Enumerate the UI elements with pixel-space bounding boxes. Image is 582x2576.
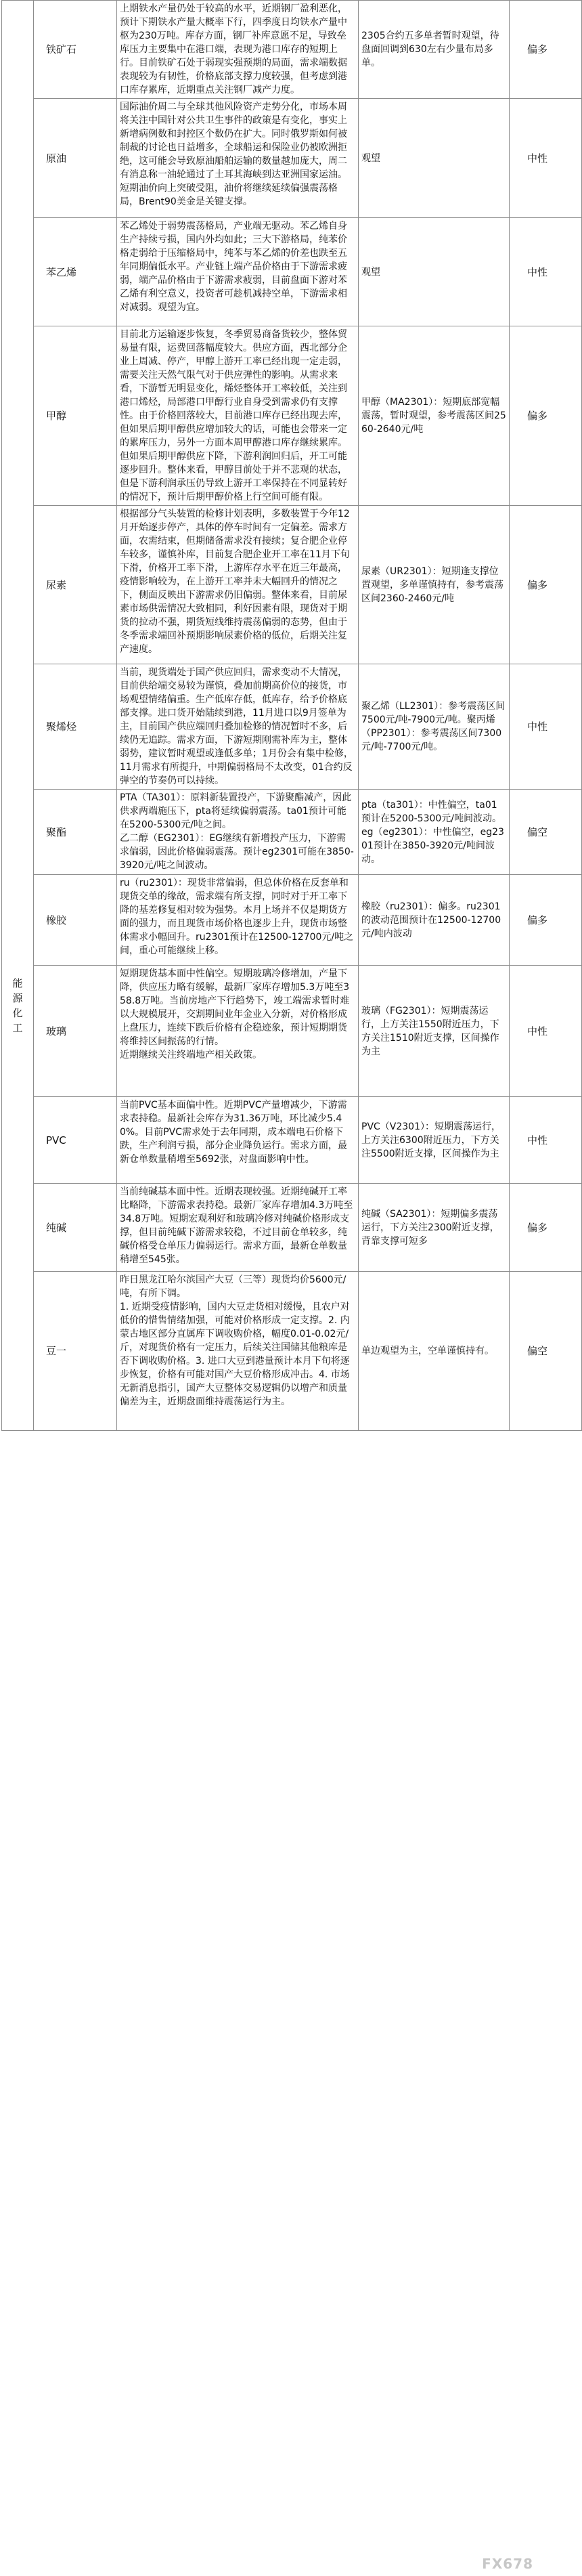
analysis-cell	[117, 218, 359, 326]
strategy-view: pta（ta301）：中性偏空，ta01预计在5200-5300元/吨间波动。eg（eg2301）：中性偏空，eg2301预计在3850-3920元/吨间波动。	[359, 790, 510, 875]
table-row	[2, 1097, 582, 1184]
analysis-cell	[117, 1272, 359, 1431]
strategy-view: 橡胶（ru2301）：偏多。ru2301的波动范围预计在12500-12700元/吨内波动	[359, 875, 510, 966]
analysis-paragraph: 乙二醇（EG2301）：EG继续有新增投产压力，下游需求偏弱，因此价格偏弱震荡。预计eg2301可能在3850-3920元/吨之间波动。	[120, 833, 354, 871]
analysis-paragraph: 苯乙烯处于弱势震荡格局，产业端无驱动。苯乙烯自身生产持续亏损，国内外均如此；三大下游格局，纯苯价格走弱给于压缩格局中，纯苯与苯乙烯的价差也跌至五年同期偏低水平。产业链上端产品价格由于下游需求疲弱，端产品价格由于下游需求疲弱，目前盘面下游对苯乙烯有利空意义，投资者可趁机减持空单，下游需求相对减弱。观望为宜。	[120, 221, 347, 313]
analysis-paragraph: 当前PVC基本面偏中性。近期PVC产量增减少，下游需求表持稳。最新社会库存为31.36万吨，环比减少5.40%。目前PVC需求处于去年同期，成本端电石价格下跌，生产利润亏损，部分企业降负运行。需求方面，最新仓单数量稍增至5692张，对盘面影响中性。	[120, 1100, 347, 1165]
analysis-paragraph: 目前北方运输逐步恢复，冬季贸易商备货较少，整体贸易量有限，运费回落幅度较大。供应方面，西北部分企业上周减、停产，甲醇上游开工率已经出现一定走弱，需要关注天然气限气对于供应弹性的影响。从需求来看，下游暂无明显变化，烯烃整体开工率较低，关注到港口烯烃，局部港口甲醇行业自身受到需求仍有支撑性。由于价格回落较大，目前港口库存已经出现去库，但如果后期甲醇供应增加较大的话，可能也会带来一定的累库压力，另外一方面本周甲醇港口库存继续累库。但如果后期甲醇供应下降，下游利润回归后，开工可能逐步回升。整体来看，甲醇目前处于并不悲观的状态，但是下游利润承压仍导致上游开工率保持在不同显转好的情况下，预计后期甲醇价格上行空间可能有限。	[120, 329, 347, 502]
watermark: FX678	[482, 2556, 533, 2572]
strategy-view: 尿素（UR2301）：短期逢支撑位置观望，多单谨慎持有，参考震荡区间2360-2460元/吨	[359, 506, 510, 664]
analysis-cell	[117, 326, 359, 506]
commodity-name: 橡胶	[34, 875, 117, 966]
analysis-cell	[117, 506, 359, 664]
rating-badge: 偏空	[510, 1272, 582, 1431]
commodity-name: 尿素	[34, 506, 117, 664]
analysis-cell	[117, 1097, 359, 1184]
strategy-view: 甲醇（MA2301）：短期底部宽幅震荡，暂时观望，参考震荡区间2560-2640元/吨	[359, 326, 510, 506]
commodity-name: 甲醇	[34, 326, 117, 506]
strategy-view: 观望	[359, 99, 510, 218]
rating-badge: 中性	[510, 218, 582, 326]
table-row	[2, 790, 582, 875]
analysis-cell	[117, 1, 359, 99]
strategy-view: 纯碱（SA2301）：短期偏多震荡运行，下方关注2300附近支撑，背靠支撑可短多	[359, 1184, 510, 1272]
rating-badge: 中性	[510, 99, 582, 218]
strategy-view: 2305合约五多单者暂时观望，待盘面回调到630左右少量布局多单。	[359, 1, 510, 99]
analysis-paragraph: ru（ru2301）：现货非常偏弱，但总体价格在反套单和现货交单的缘故，需求端有所支撑，同时对于开工率下降的基差修复相对较为强势。本月上场并不仅是期货方面的强力，而且现货市场价格也逐步上升，现货市场整体需求小幅回升。ru2301预计在12500-12700元/吨之间，重心可能继续上移。	[120, 878, 354, 956]
analysis-paragraph: 上期铁水产量仍处于较高的水平，近期钢厂盈利恶化，预计下期铁水产量大概率下行，四季度日均铁水产量中枢为230万吨。库存方面，钢厂补库意愿不足，导致垒库压力主要集中在港口端，表现为港口库存的短期上行。目前铁矿石处于弱现实强预期的局面，需求端数据表现较为有韧性，价格底部支撑力度较强，但考虑到港口库存累库，近期重点关注钢厂减产力度。	[120, 3, 347, 95]
commodity-name: 纯碱	[34, 1184, 117, 1272]
table-row	[2, 218, 582, 326]
table-row	[2, 1184, 582, 1272]
commodity-name: 玻璃	[34, 966, 117, 1097]
sector-cell	[2, 1, 34, 1431]
commodity-outlook-table	[1, 0, 582, 1431]
commodity-name: 聚酯	[34, 790, 117, 875]
table-row	[2, 664, 582, 790]
rating-badge: 中性	[510, 664, 582, 790]
analysis-cell	[117, 1184, 359, 1272]
strategy-view: 玻璃（FG2301）：短期震荡运行，上方关注1550附近压力，下方关注1510附近支撑，区间操作为主	[359, 966, 510, 1097]
table-row	[2, 1272, 582, 1431]
analysis-paragraph: 短期现货基本面中性偏空。短期玻璃冷修增加，产量下降，供应压力略有缓解，最新厂家库存增加5.3万吨至358.8万吨。当前房地产下行趋势下，竣工端需求暂时难以大规模展开，交割期间业年金业入分新，对价格形成上盘压力，连续下跌后价格有企稳迹象，预计短期期货将维持区间振荡的行情。	[120, 968, 350, 1047]
commodity-name: 铁矿石	[34, 1, 117, 99]
commodity-name: 原油	[34, 99, 117, 218]
analysis-cell	[117, 875, 359, 966]
analysis-paragraph: 昨日黑龙江哈尔滨国产大豆（三等）现货均价5600元/吨，有所下调。	[120, 1274, 346, 1299]
strategy-view: 单边观望为主，空单谨慎持有。	[359, 1272, 510, 1431]
commodity-name: 苯乙烯	[34, 218, 117, 326]
analysis-paragraph: 1. 近期受疫情影响，国内大豆走货相对缓慢，且农户对低价的惜售情绪加强，可能对价格形成一定支撑。2. 内蒙古地区部分直属库下调收购价格，幅度0.01-0.02元/斤，对现货价格有一定压力，后续关注国储其他粮库是否下调收购价格。3. 进口大豆到港量预计本月下旬将逐步恢复，价格有可能对国产大豆价格形成冲击。4. 市场无新消息指引，国产大豆整体交易逻辑仍以增产和质量偏差为主，近期盘面维持震荡运行为主。	[120, 1302, 350, 1407]
rating-badge: 中性	[510, 1097, 582, 1184]
analysis-cell	[117, 966, 359, 1097]
table-row	[2, 99, 582, 218]
analysis-cell	[117, 790, 359, 875]
sector-label: 能源化工	[12, 977, 23, 1034]
table-row	[2, 506, 582, 664]
rating-badge: 偏多	[510, 875, 582, 966]
rating-badge: 偏多	[510, 326, 582, 506]
analysis-cell	[117, 99, 359, 218]
rating-badge: 偏空	[510, 790, 582, 875]
analysis-cell	[117, 664, 359, 790]
analysis-paragraph: 根据部分气头装置的检修计划表明，多数装置于今年12月开始逐步停产，具体的停车时间有一定偏差。需求方面，农需结束，但期储备需求没有接续；复合肥企业停车较多，谨慎补库，目前复合肥企业开工率在11月下旬下滑，价格开工率下滑，上游库存水平在近三年最高，疫情影响较为，在上游开工率并未大幅回升的情况之下，侧面反映出下游需求仍旧偏弱。整体来看，目前尿素市场供需情况大致相同，利好因素有限，现货对于期货的拉动不强，期货短线维持震荡偏弱的态势，但由于冬季需求端回补预期影响尿素价格的低位，后期关注复产速度。	[120, 509, 350, 655]
analysis-paragraph: 近期继续关注终端地产相关政策。	[120, 1050, 262, 1060]
analysis-paragraph: 当前，现货端处于国产供应回归，需求变动不大情况，目前供给端交易较为谨慎，叠加前期高价位的接货，市场观望情绪偏重。生产低库存低，低库存，给予价格底部支撑。进口货开始陆续到港，11月进口以9月签单为主，目前国产供应端回归叠加检修的情况暂时不多，后续仍无追踪。需求方面，下游短期刚需补库为主，整体弱势，建议暂时观望或逢低多单；1月份会有集中检修，11月需求有所提升，中期偏弱格局不太改变，01合约反弹空的节奏仍可以持续。	[120, 667, 353, 786]
rating-badge: 偏多	[510, 1184, 582, 1272]
commodity-name: PVC	[34, 1097, 117, 1184]
rating-badge: 中性	[510, 966, 582, 1097]
analysis-paragraph: 国际油价周二与全球其他风险资产走势分化，市场本周将关注中国针对公共卫生事件的政策是有变化，事实上新增病例数和封控区个数仍在扩大。同时俄罗斯如何被制裁的讨论也日益增多，全球船运和保险业仍被欧洲拒绝，这可能会导致原油船舶运输的数量越加庞大，周二有消息称一油轮通过了土耳其海峡到达亚洲国家运油。短期油价向上突破受阻，油价将继续延续偏强震荡格局，Brent90美金是关键支撑。	[120, 102, 347, 207]
strategy-view: PVC（V2301）：短期震荡运行，上方关注6300附近压力，下方关注5500附近支撑，区间操作为主	[359, 1097, 510, 1184]
table-row	[2, 875, 582, 966]
strategy-view: 观望	[359, 218, 510, 326]
table-row	[2, 966, 582, 1097]
analysis-paragraph: PTA（TA301）：原料新装置投产，下游聚酯减产，因此供求两端施压下，pta将延续偏弱震荡。ta01预计可能在5200-5300元/吨之间。	[120, 792, 352, 830]
rating-badge: 偏多	[510, 1, 582, 99]
analysis-paragraph: 当前纯碱基本面中性。近期表现较强。近期纯碱开工率比略降，下游需求表持稳。最新厂家库存增加4.3万吨至34.8万吨。短期宏观利好和玻璃冷修对纯碱价格形成支撑，但目前纯碱下游需求较稳，不过目前仓单较多，纯碱价格受仓单压力偏弱运行。需求方面，最新仓单数量稍增至545张。	[120, 1186, 353, 1265]
table-row	[2, 1, 582, 99]
strategy-view: 聚乙烯（LL2301）：参考震荡区间7500元/吨-7900元/吨。聚丙烯（PP2301）：参考震荡区间7300元/吨-7700元/吨。	[359, 664, 510, 790]
table-row	[2, 326, 582, 506]
commodity-name: 聚烯烃	[34, 664, 117, 790]
commodity-rows	[2, 1, 582, 1431]
rating-badge: 偏多	[510, 506, 582, 664]
commodity-name: 豆一	[34, 1272, 117, 1431]
